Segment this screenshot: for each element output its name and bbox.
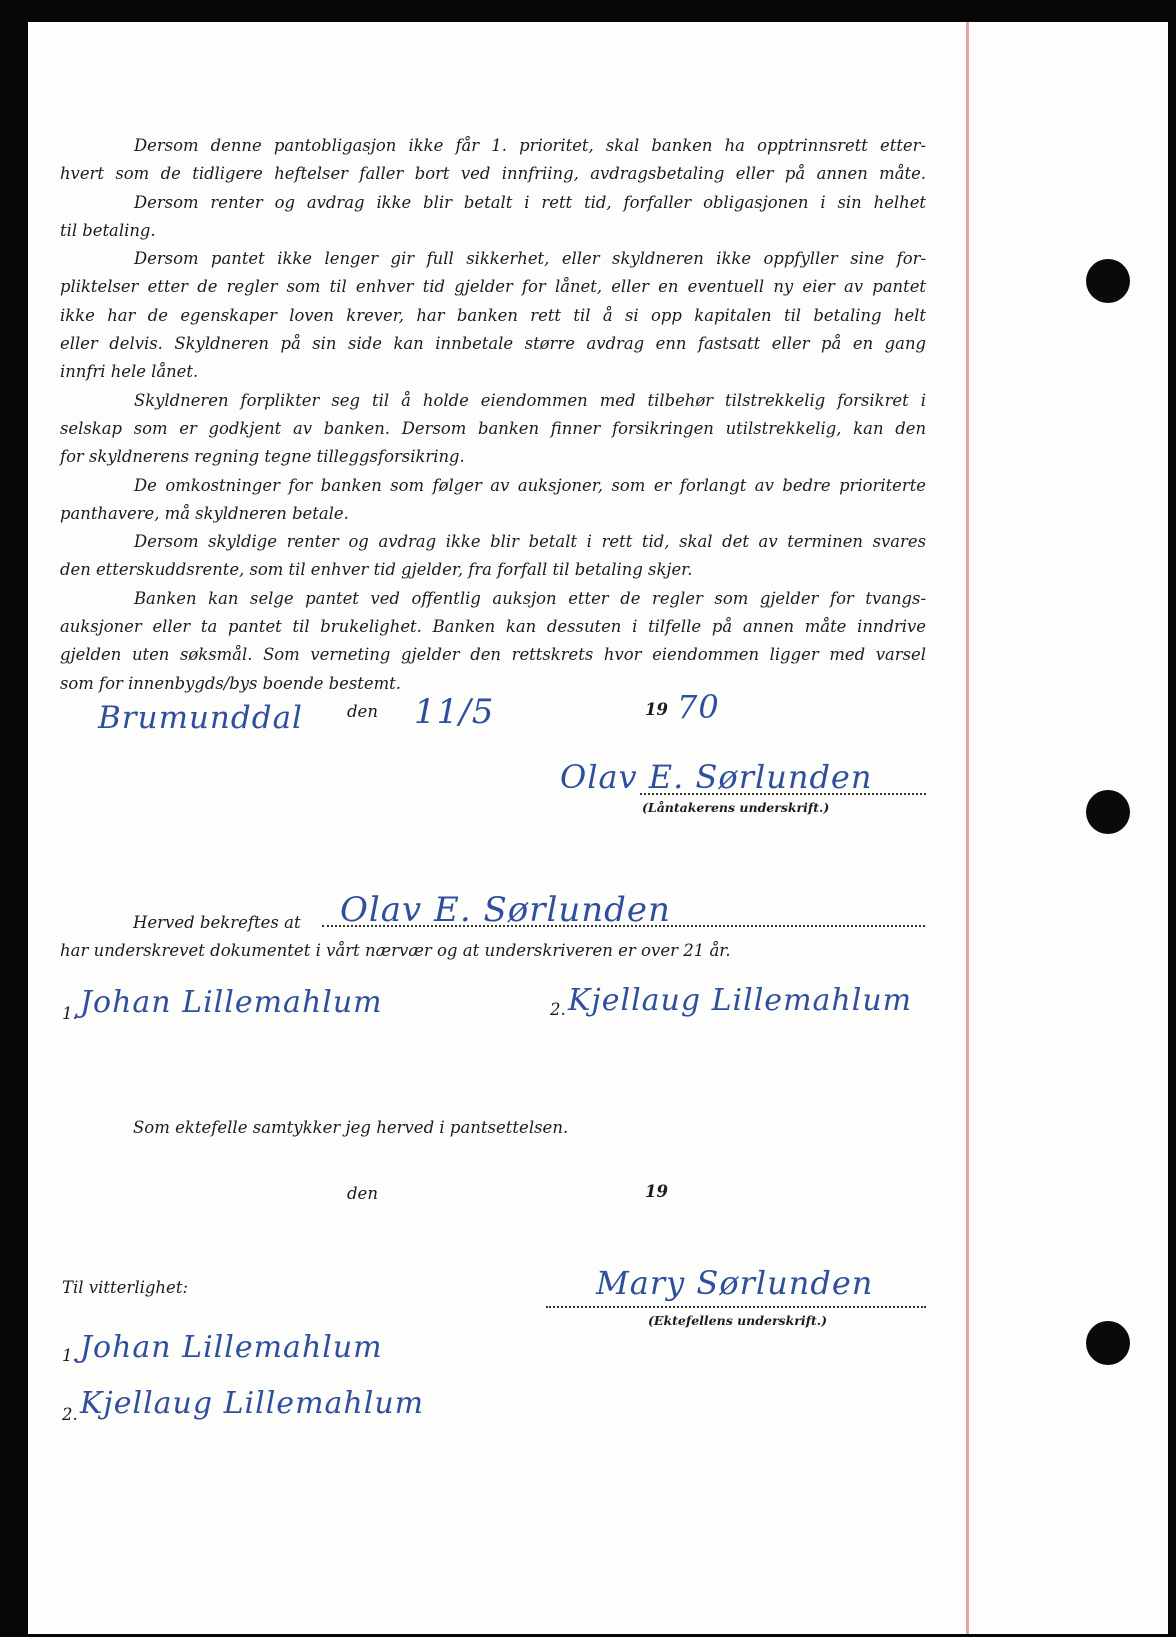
- text-line: gjelden uten søksmål. Som verneting gjelder den rettskrets hvor eiendommen ligger med varsel: [60, 645, 926, 665]
- text-line: innfri hele lånet.: [60, 362, 199, 382]
- text-line: Dersom renter og avdrag ikke blir betalt i rett tid, forfaller obligasjonen i sin helhet: [134, 192, 926, 212]
- witness-number: 2.: [550, 1000, 566, 1019]
- date-handwritten: 11/5: [414, 692, 495, 732]
- witness-number: 2.: [62, 1405, 78, 1424]
- witness1-signature: Johan Lillemahlum: [80, 1330, 383, 1365]
- witness2-signature: Kjellaug Lillemahlum: [568, 983, 913, 1018]
- text-line: auksjoner eller ta pantet til brukelighet. Banken kan dessuten i tilfelle på annen måte inndrive: [60, 617, 926, 637]
- borrower-caption: (Låntakerens underskrift.): [642, 800, 830, 815]
- den-label: den: [347, 702, 378, 721]
- text-line: Banken kan selge pantet ved offentlig auksjon etter de regler som gjelder for tvangs-: [134, 588, 926, 608]
- text-line: Dersom skyldige renter og avdrag ikke blir betalt i rett tid, skal det av terminen svares: [134, 532, 926, 552]
- margin-rule: [966, 22, 969, 1634]
- place-handwritten: Brumunddal: [98, 700, 303, 736]
- confirmation-label: Herved bekreftes at: [133, 913, 301, 932]
- text-line: Dersom denne pantobligasjon ikke får 1. prioritet, skal banken ha opptrinnsrett etter-: [134, 136, 926, 155]
- spouse-caption: (Ektefellens underskrift.): [648, 1313, 827, 1328]
- text-line: panthavere, må skyldneren betale.: [60, 503, 349, 523]
- text-line: selskap som er godkjent av banken. Dersom banken finner forsikringen utilstrekkelig, kan den: [60, 418, 926, 438]
- punch-hole: [1086, 790, 1130, 834]
- year-prefix: 19: [645, 1182, 668, 1201]
- punch-hole: [1086, 1321, 1130, 1365]
- terms-text: [60, 132, 926, 698]
- text-line: Skyldneren forplikter seg til å holde eiendommen med tilbehør tilstrekkelig forsikret i: [134, 390, 926, 410]
- confirmation-statement: har underskrevet dokumentet i vårt nærvær og at underskriveren er over 21 år.: [60, 941, 731, 960]
- spouse-signature: Mary Sørlunden: [596, 1264, 874, 1302]
- text-line: som for innenbygds/bys boende bestemt.: [60, 673, 401, 693]
- text-line: De omkostninger for banken som følger av auksjoner, som er forlangt av bedre prioriterte: [134, 475, 926, 495]
- text-line: den etterskuddsrente, som til enhver tid gjelder, fra forfall til betaling skjer.: [60, 560, 693, 580]
- year-prefix: 19: [645, 700, 668, 719]
- text-line: for skyldnerens regning tegne tilleggsforsikring.: [60, 447, 465, 467]
- text-line: eller delvis. Skyldneren på sin side kan innbetale større avdrag enn fastsatt eller på en gang: [60, 334, 926, 354]
- punch-hole: [1086, 259, 1130, 303]
- text-line: ikke har de egenskaper loven krever, har banken rett til å si opp kapitalen til betaling helt: [60, 305, 926, 325]
- signature-dotted-line: [546, 1306, 926, 1308]
- text-line: hvert som de tidligere heftelser faller bort ved innfriing, avdragsbetaling eller på annen måte.: [60, 164, 926, 184]
- text-line: pliktelser etter de regler som til enhver tid gjelder for lånet, eller en eventuell ny eier av pantet: [60, 277, 926, 297]
- text-line: til betaling.: [60, 220, 156, 240]
- witness-number: 1.: [62, 1004, 78, 1023]
- witness2-signature: Kjellaug Lillemahlum: [80, 1386, 425, 1421]
- witness-number: 1.: [62, 1346, 78, 1365]
- witness1-signature: Johan Lillemahlum: [80, 985, 383, 1020]
- year-handwritten: 70: [677, 688, 720, 726]
- confirmed-name-handwritten: Olav E. Sørlunden: [340, 890, 671, 930]
- borrower-signature: Olav E. Sørlunden: [560, 758, 873, 796]
- spouse-consent: Som ektefelle samtykker jeg herved i pantsettelsen.: [133, 1118, 569, 1137]
- vitterlighet-label: Til vitterlighet:: [62, 1278, 189, 1297]
- signature-dotted-line: [640, 793, 926, 795]
- text-line: Dersom pantet ikke lenger gir full sikkerhet, eller skyldneren ikke oppfyller sine for-: [134, 249, 926, 269]
- den-label: den: [347, 1184, 378, 1203]
